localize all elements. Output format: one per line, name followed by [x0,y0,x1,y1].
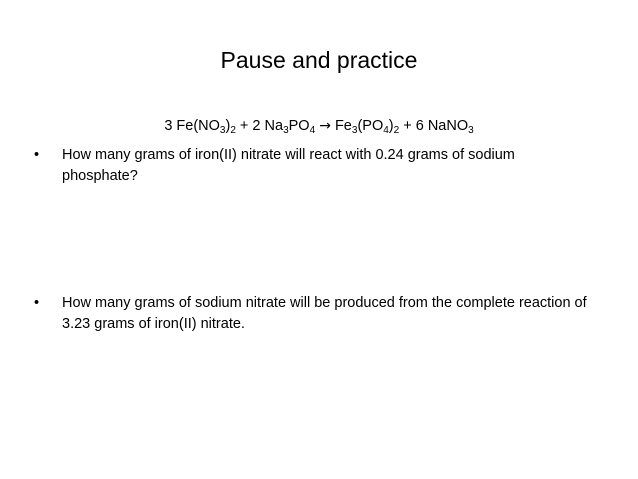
question-2 [34,293,594,335]
coefficient: 3 [164,118,173,134]
coefficient: 6 [415,118,424,134]
bullet-icon: • [34,147,40,163]
reaction-arrow-icon: → [319,118,331,134]
question-text: How many grams of iron(II) nitrate will react with 0.24 grams of sodium phosphate? [62,147,515,184]
reactant-iron-nitrate: $Fe(NO_3)_2$ [176,118,236,136]
reactant-sodium-phosphate: $Na_3PO_4$ [264,118,316,136]
chemical-equation [0,116,638,136]
product-iron-phosphate: $Fe_3(PO_4)_2$ [334,118,400,136]
coefficient: 2 [252,118,261,134]
plus-sign: + [403,118,412,134]
question-text: How many grams of sodium nitrate will be produced from the complete reaction of 3.23 grams of iron(II) nitrate. [62,295,587,332]
question-1 [34,145,594,187]
plus-sign: + [239,118,249,134]
slide-title: Pause and practice [220,47,418,73]
bullet-icon: • [34,295,40,311]
product-sodium-nitrate: NaNO$_3$ [427,118,474,136]
